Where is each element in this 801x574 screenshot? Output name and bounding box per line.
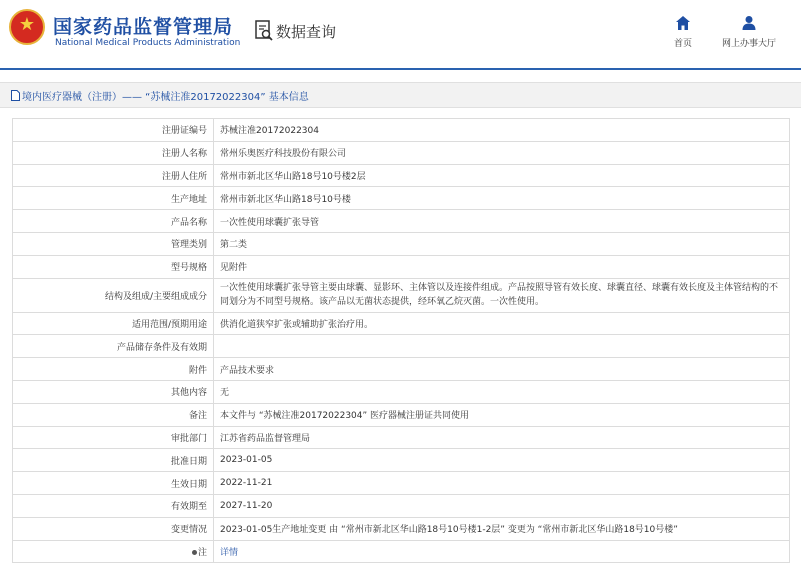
site-subtitle: National Medical Products Administration (55, 38, 241, 48)
field-label: 结构及组成/主要组成成分 (13, 278, 214, 312)
table-row (13, 494, 790, 517)
table-row (13, 335, 790, 358)
field-value (214, 540, 790, 563)
page-title-bar (0, 82, 801, 108)
table-row (13, 232, 790, 255)
national-emblem-logo: ★ (9, 9, 45, 45)
document-icon (11, 90, 20, 101)
field-value: 2022-11-21 (214, 472, 790, 495)
home-icon (675, 15, 691, 31)
table-row (13, 426, 790, 449)
field-label: 备注 (13, 403, 214, 426)
nav-home-label: 首页 (673, 39, 692, 49)
table-row (13, 210, 790, 233)
table-row (13, 187, 790, 210)
field-label: 生效日期 (13, 472, 214, 495)
table-row (13, 278, 790, 312)
table-row (13, 517, 790, 540)
field-value: 无 (214, 380, 790, 403)
note-label-cell (13, 540, 214, 563)
field-label: 有效期至 (13, 494, 214, 517)
table-row (13, 119, 790, 142)
nav-home[interactable] (668, 15, 698, 49)
field-label: 适用范围/预期用途 (13, 312, 214, 335)
table-row (13, 449, 790, 472)
field-label: 批准日期 (13, 449, 214, 472)
table-row (13, 358, 790, 381)
user-icon (741, 15, 757, 31)
field-label: 产品名称 (13, 210, 214, 233)
table-row (13, 312, 790, 335)
field-label: 注册证编号 (13, 119, 214, 142)
table-row (13, 141, 790, 164)
field-label: 附件 (13, 358, 214, 381)
field-label: 注册人名称 (13, 141, 214, 164)
details-link[interactable]: 详情 (220, 547, 239, 558)
table-row (13, 540, 790, 563)
field-value: 一次性使用球囊扩张导管主要由球囊、显影环、主体管以及连接件组成。产品按照导管有效长度、球囊直径、球囊有效长度及主体管结构的不同划分为不同型号规格。该产品以无菌状态提供，经环氧乙烷灭菌。一次性使用。 (214, 278, 790, 312)
field-value: 第二类 (214, 232, 790, 255)
nav-online-service-hall[interactable] (718, 15, 780, 49)
field-value: 常州市新北区华山路18号10号楼 (214, 187, 790, 210)
field-value: 2023-01-05生产地址变更 由 “常州市新北区华山路18号10号楼1-2层” 变更为 “常州市新北区华山路18号10号楼” (214, 517, 790, 540)
table-row (13, 164, 790, 187)
field-label: 其他内容 (13, 380, 214, 403)
table-row (13, 380, 790, 403)
field-label: 注 (197, 547, 207, 558)
device-info-table (12, 118, 790, 563)
table-row (13, 403, 790, 426)
page-title: 境内医疗器械（注册）—— “苏械注准20172022304” 基本信息 (22, 92, 309, 103)
field-value (214, 335, 790, 358)
field-value: 见附件 (214, 255, 790, 278)
field-label: 审批部门 (13, 426, 214, 449)
field-value: 供消化道狭窄扩张或辅助扩张治疗用。 (214, 312, 790, 335)
field-value: 常州乐奥医疗科技股份有限公司 (214, 141, 790, 164)
site-header (0, 0, 801, 70)
nav-online-service-hall-label: 网上办事大厅 (721, 39, 776, 49)
table-row (13, 472, 790, 495)
data-query-heading (255, 20, 336, 42)
table-row (13, 255, 790, 278)
field-label: 变更情况 (13, 517, 214, 540)
field-value: 本文件与 “苏械注准20172022304” 医疗器械注册证共同使用 (214, 403, 790, 426)
site-title[interactable]: 国家药品监督管理局 (53, 16, 234, 38)
field-label: 注册人住所 (13, 164, 214, 187)
pin-icon (192, 550, 197, 555)
search-document-icon (255, 20, 273, 42)
field-value: 2027-11-20 (214, 494, 790, 517)
field-value: 一次性使用球囊扩张导管 (214, 210, 790, 233)
field-label: 生产地址 (13, 187, 214, 210)
field-value: 江苏省药品监督管理局 (214, 426, 790, 449)
field-value: 常州市新北区华山路18号10号楼2层 (214, 164, 790, 187)
field-label: 管理类别 (13, 232, 214, 255)
field-label: 产品储存条件及有效期 (13, 335, 214, 358)
field-value: 苏械注准20172022304 (214, 119, 790, 142)
field-value: 2023-01-05 (214, 449, 790, 472)
field-value: 产品技术要求 (214, 358, 790, 381)
field-label: 型号规格 (13, 255, 214, 278)
data-query-label: 数据查询 (276, 22, 337, 41)
